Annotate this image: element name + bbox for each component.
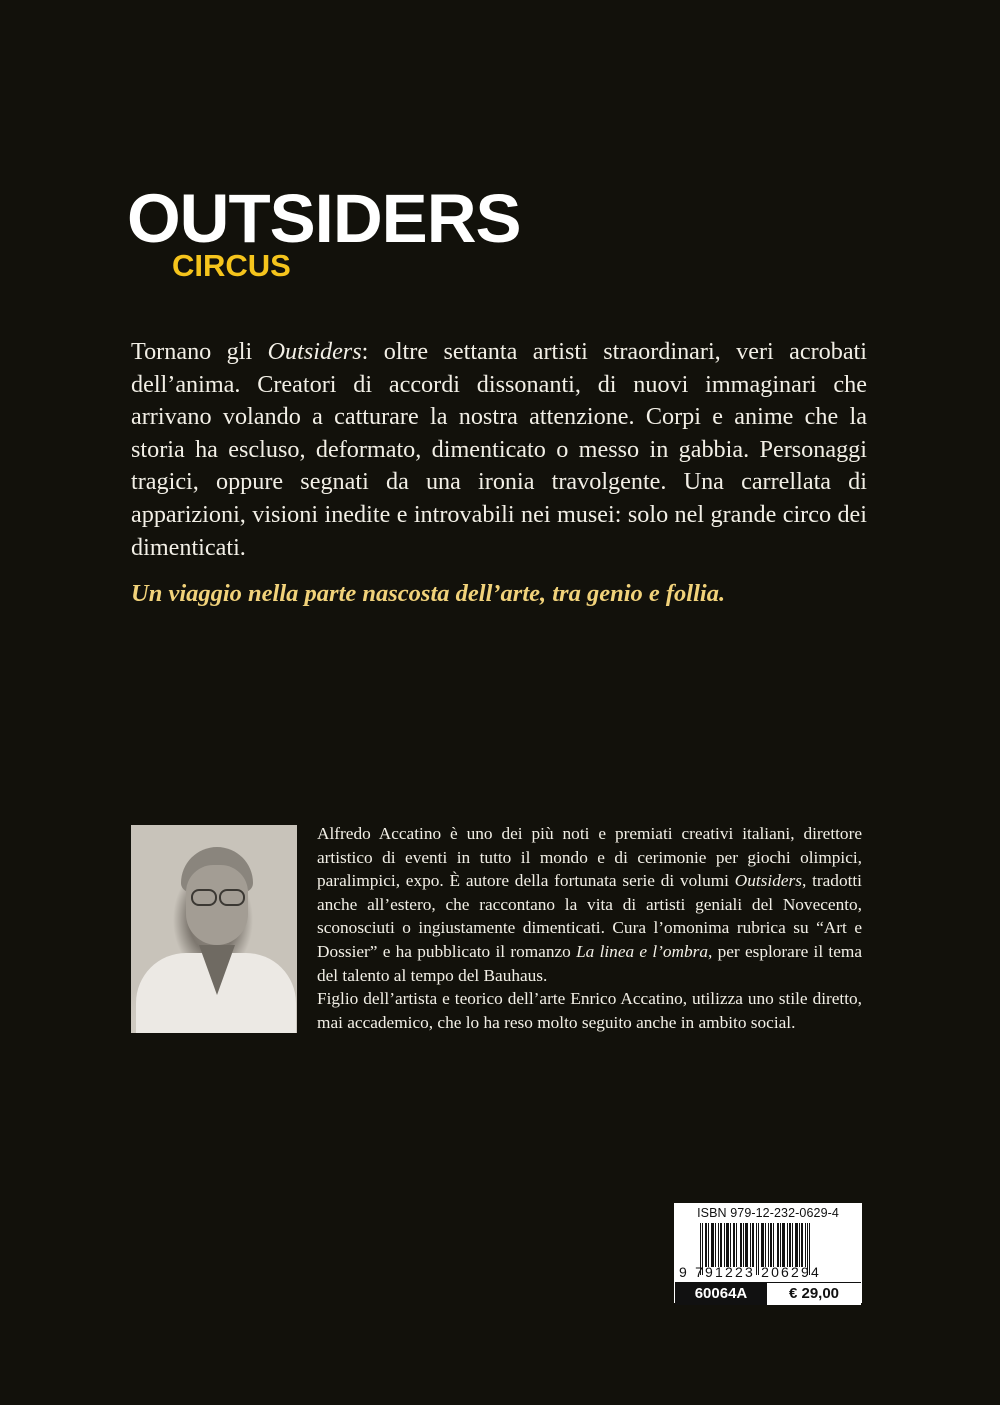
blurb-part: : oltre settanta artisti straordinari, veri acrobati dell’anima. Creatori di accordi dissonanti, di nuovi immaginari che arrivano volando a catturare la nostra attenzione. Corpi e anime che la storia ha escluso, deformato, dimenticato o messo in gabbia. Personaggi tragici, oppure segnati da una ironia travolgente. Una carrellata di apparizioni, visioni inedite e introvabili nei musei: solo nel grande circo dei dimenticati. xyxy=(131,338,867,561)
title-block xyxy=(127,180,521,283)
blurb-text xyxy=(131,336,867,564)
barcode-box xyxy=(674,1203,862,1303)
price: € 29,00 xyxy=(767,1283,861,1305)
bio-part: , tradotti anche all’estero, che raccontano la vita di artisti geniali del Novecento, sconosciuti o ingiustamente dimenticati. Cura l’omonima rubrica su “Art e Dossier” e ha pubblicato il romanzo xyxy=(317,871,862,961)
blurb-part: Tornano gli xyxy=(131,338,268,365)
bio-part: , per esplorare il tema del talento al tempo del Bauhaus. xyxy=(317,941,862,985)
author-photo xyxy=(131,825,297,1033)
author-bio xyxy=(317,822,862,1034)
product-code: 60064A xyxy=(675,1283,767,1305)
bio-part: Alfredo Accatino è uno dei più noti e premiati creativi italiani, direttore artistico di eventi in tutto il mondo e di cerimonie per giochi olimpici, paralimpici, expo. È autore della fortunata serie di volumi xyxy=(317,824,862,891)
barcode-digits: 9 791223 206294 xyxy=(679,1264,821,1280)
author-bio-paragraph-1 xyxy=(317,822,862,987)
code-price-row xyxy=(675,1282,861,1305)
tagline: Un viaggio nella parte nascosta dell’arte, tra genio e follia. xyxy=(131,580,726,607)
bio-italic-novel: La linea e l’ombra xyxy=(576,941,709,961)
author-bio-paragraph-2: Figlio dell’artista e teorico dell’arte Enrico Accatino, utilizza uno stile diretto, mai accademico, che lo ha reso molto seguito anche in ambito social. xyxy=(317,989,862,1032)
bio-italic-series: Outsiders xyxy=(734,871,802,891)
book-subtitle: CIRCUS xyxy=(172,248,291,283)
isbn-label: ISBN 979-12-232-0629-4 xyxy=(697,1206,839,1220)
glasses-icon xyxy=(191,889,245,903)
blurb-italic-title: Outsiders xyxy=(267,338,362,365)
book-title: OUTSIDERS xyxy=(127,180,521,257)
